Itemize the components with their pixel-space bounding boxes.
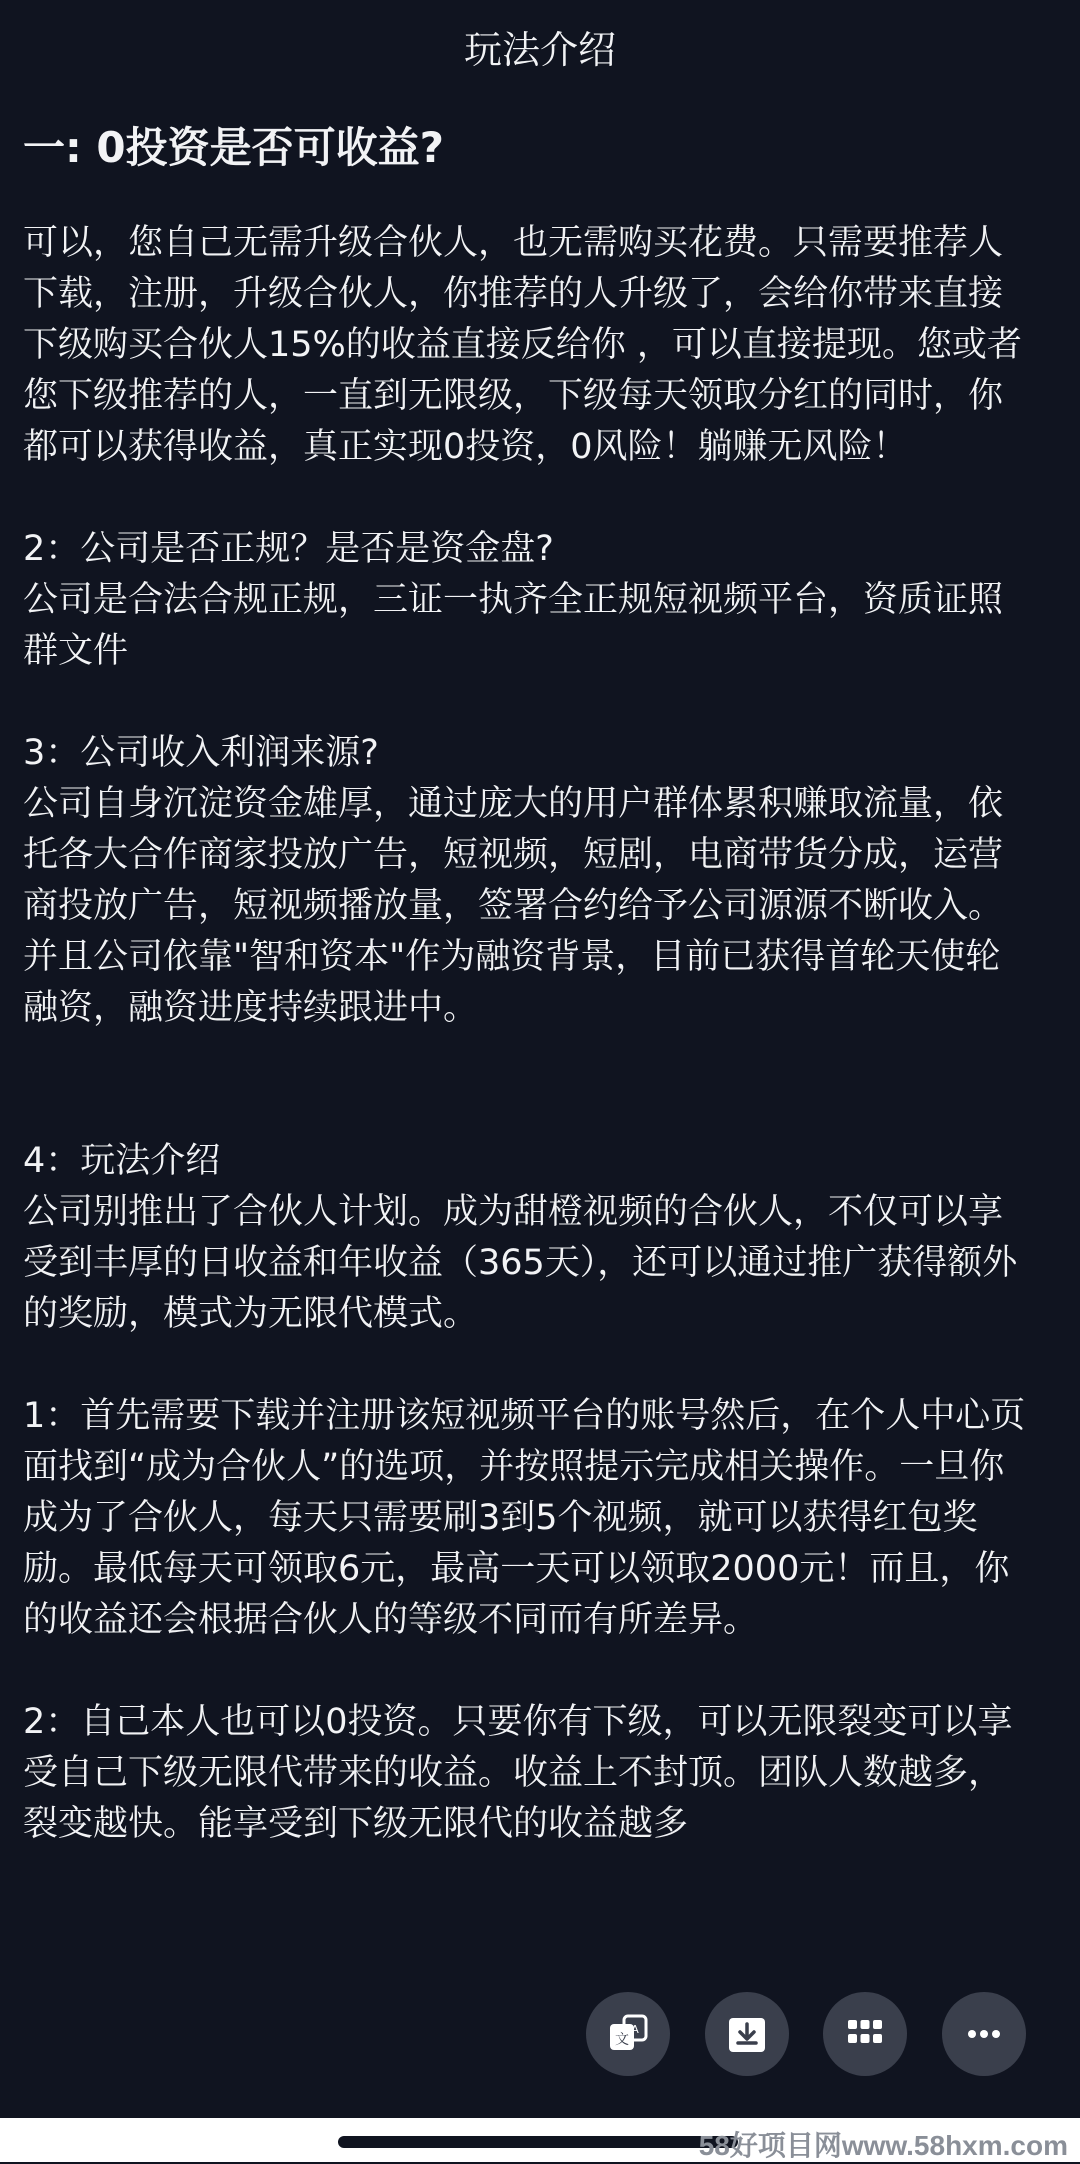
answer-3: 公司自身沉淀资金雄厚，通过庞大的用户群体累积赚取流量，依托各大合作商家投放广告，短视频，短剧，电商带货分成，运营商投放广告，短视频播放量，签署合约给予公司源源不断收入。并且公司依靠"智和资本"作为融资背景，目前已获得首轮天使轮融资，融资进度持续跟进中。 bbox=[23, 784, 1004, 1028]
paragraph-answer-1: 可以，您自己无需升级合伙人，也无需购买花费。只需要推荐人下载，注册，升级合伙人，你推荐的人升级了，会给你带来直接下级购买合伙人15%的收益直接反给你 ，可以直接提现。您或者您下级推荐的人，一直到无限级，下级每天领取分红的同时，你都可以获得收益，真正实现0投资，0风险！躺赚无风险！ bbox=[23, 223, 1022, 467]
svg-text:A: A bbox=[631, 2023, 639, 2036]
download-button[interactable] bbox=[705, 1992, 789, 2076]
step-1: 1：首先需要下载并注册该短视频平台的账号然后，在个人中心页面找到“成为合伙人”的选项，并按照提示完成相关操作。一旦你成为了合伙人，每天只需要刷3到5个视频，就可以获得红包奖励。最低每天可领取6元，最高一天可以领取2000元！而且，你的收益还会根据合伙人的等级不同而有所差异。 bbox=[23, 1396, 1026, 1640]
question-3: 3：公司收入利润来源? bbox=[23, 733, 379, 773]
svg-text:文: 文 bbox=[615, 2032, 629, 2048]
page-title: 玩法介绍 bbox=[463, 27, 616, 72]
answer-2: 公司是合法合规正规，三证一执齐全正规短视频平台，资质证照群文件 bbox=[23, 580, 1004, 671]
step-2: 2：自己本人也可以0投资。只要你有下级，可以无限裂变可以享受自己下级无限代带来的收益。收益上不封顶。团队人数越多，裂变越快。能享受到下级无限代的收益越多 bbox=[23, 1702, 1013, 1844]
question-2: 2：公司是否正规？是否是资金盘? bbox=[23, 529, 554, 569]
floating-toolbar bbox=[586, 1992, 1026, 2076]
top-bar bbox=[0, 0, 1080, 92]
watermark: 58好项目网www.58hxm.com bbox=[698, 2130, 1068, 2161]
article-heading: 一: 0投资是否可收益? bbox=[23, 123, 445, 172]
translate-icon bbox=[604, 2010, 652, 2058]
download-icon bbox=[725, 2012, 769, 2056]
question-4: 4：玩法介绍 bbox=[23, 1141, 221, 1181]
translate-button[interactable] bbox=[586, 1992, 670, 2076]
answer-4: 公司别推出了合伙人计划。成为甜橙视频的合伙人，不仅可以享受到丰厚的日收益和年收益（365天），还可以通过推广获得额外的奖励，模式为无限代模式。 bbox=[23, 1192, 1018, 1334]
apps-grid-button[interactable] bbox=[823, 1992, 907, 2076]
home-indicator[interactable] bbox=[338, 2136, 738, 2148]
article-body bbox=[23, 118, 1033, 1850]
more-icon bbox=[962, 2012, 1006, 2056]
grid-icon bbox=[843, 2012, 887, 2056]
more-button[interactable] bbox=[942, 1992, 1026, 2076]
